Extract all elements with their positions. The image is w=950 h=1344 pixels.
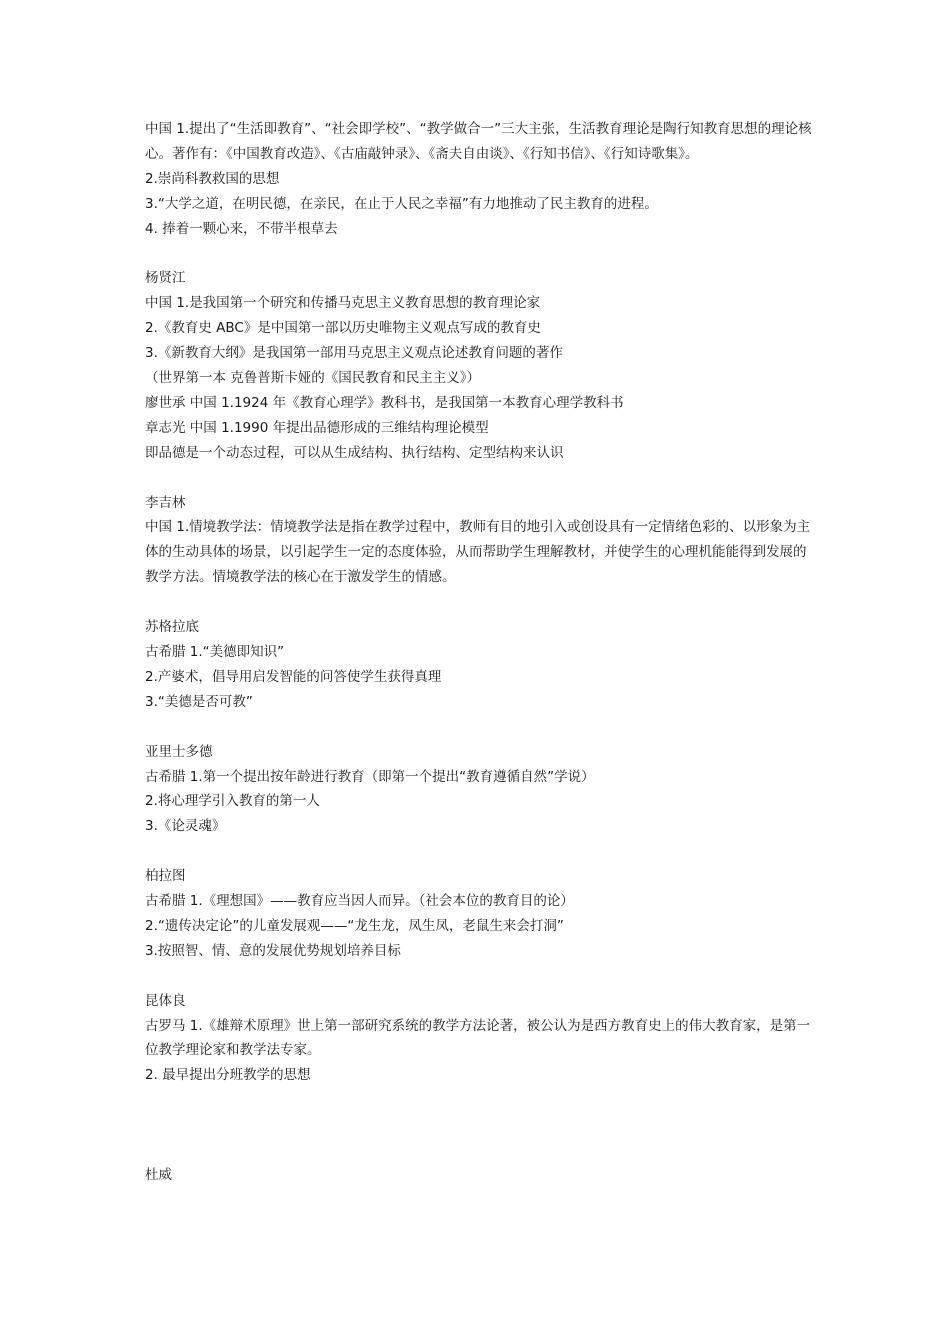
section-heading-aristotle: 亚里士多德 bbox=[145, 743, 213, 760]
plato-point-1: 古希腊 1.《理想国》——教育应当因人而异。（社会本位的教育目的论） bbox=[145, 893, 574, 910]
yang-note: （世界第一本 克鲁普斯卡娅的《国民教育和民主主义》） bbox=[145, 370, 481, 387]
yang-point-2: 2.《教育史 ABC》是中国第一部以历史唯物主义观点写成的教育史 bbox=[145, 320, 541, 337]
section-heading-dewey: 杜威 bbox=[145, 1166, 172, 1183]
quintilian-point-2: 2. 最早提出分班教学的思想 bbox=[145, 1067, 311, 1084]
socrates-point-3: 3.“美德是否可教” bbox=[145, 693, 253, 710]
paragraph-gap bbox=[145, 964, 817, 989]
section-heading-socrates: 苏格拉底 bbox=[145, 619, 199, 636]
aristotle-point-2: 2.将心理学引入教育的第一人 bbox=[145, 793, 320, 810]
li-point-1: 中国 1.情境教学法：情境教学法是指在教学过程中，教师有目的地引入或创设具有一定情绪色彩的、以形象为主体的生动具体的场景，以引起学生一定的态度体验，从而帮助学生理解教材，并使学生的心理机能能得到发展的教学方法。情境教学法的核心在于激发学生的情感。 bbox=[145, 519, 811, 586]
section-heading-plato: 柏拉图 bbox=[145, 868, 186, 885]
yang-point-1: 中国 1.是我国第一个研究和传播马克思主义教育思想的教育理论家 bbox=[145, 295, 541, 312]
aristotle-point-1: 古希腊 1.第一个提出按年龄进行教育（即第一个提出“教育遵循自然”学说） bbox=[145, 768, 595, 785]
socrates-point-2: 2.产婆术，倡导用启发智能的问答使学生获得真理 bbox=[145, 668, 442, 685]
zhang-zhiguang-entry: 章志光 中国 1.1990 年提出品德形成的三维结构理论模型 bbox=[145, 419, 489, 436]
paragraph-gap bbox=[145, 590, 817, 615]
section-heading-li-jilin: 李吉林 bbox=[145, 494, 186, 511]
plato-point-2: 2.“遗传决定论”的儿童发展观——“龙生龙，凤生凤，老鼠生来会打洞” bbox=[145, 917, 564, 934]
document-body bbox=[145, 117, 817, 1188]
zhang-zhiguang-note: 即品德是一个动态过程，可以从生成结构、执行结构、定型结构来认识 bbox=[145, 444, 564, 461]
quintilian-point-1: 古罗马 1.《雄辩术原理》世上第一部研究系统的教学方法论著，被公认为是西方教育史上的伟大教育家，是第一位教学理论家和教学法专家。 bbox=[145, 1017, 811, 1059]
yang-point-3: 3.《新教育大纲》是我国第一部用马克思主义观点论述教育问题的著作 bbox=[145, 345, 563, 362]
paragraph-gap bbox=[145, 1088, 817, 1163]
socrates-point-1: 古希腊 1.“美德即知识” bbox=[145, 643, 285, 660]
liao-shicheng-entry: 廖世承 中国 1.1924 年《教育心理学》教科书，是我国第一本教育心理学教科书 bbox=[145, 394, 624, 411]
aristotle-point-3: 3.《论灵魂》 bbox=[145, 818, 226, 835]
paragraph-gap bbox=[145, 466, 817, 491]
paragraph-gap bbox=[145, 242, 817, 267]
tao-point-3: 3.“大学之道，在明民德，在亲民，在止于人民之幸福”有力地推动了民主教育的进程。 bbox=[145, 195, 658, 212]
tao-point-2: 2.崇尚科教救国的思想 bbox=[145, 170, 280, 187]
paragraph-gap bbox=[145, 715, 817, 740]
paragraph-gap bbox=[145, 839, 817, 864]
plato-point-3: 3.按照智、情、意的发展优势规划培养目标 bbox=[145, 942, 401, 959]
section-heading-yang-xianjiang: 杨贤江 bbox=[145, 270, 186, 287]
tao-point-1: 中国 1.提出了“生活即教育”、“社会即学校”、“教学做合一”三大主张，生活教育理论是陶行知教育思想的理论核心。著作有：《中国教育改造》、《古庙敲钟录》、《斋夫自由谈》、《行知书信》、《行知诗歌集》。 bbox=[145, 121, 812, 162]
section-heading-quintilian: 昆体良 bbox=[145, 992, 186, 1009]
tao-point-4: 4. 捧着一颗心来，不带半根草去 bbox=[145, 220, 338, 237]
